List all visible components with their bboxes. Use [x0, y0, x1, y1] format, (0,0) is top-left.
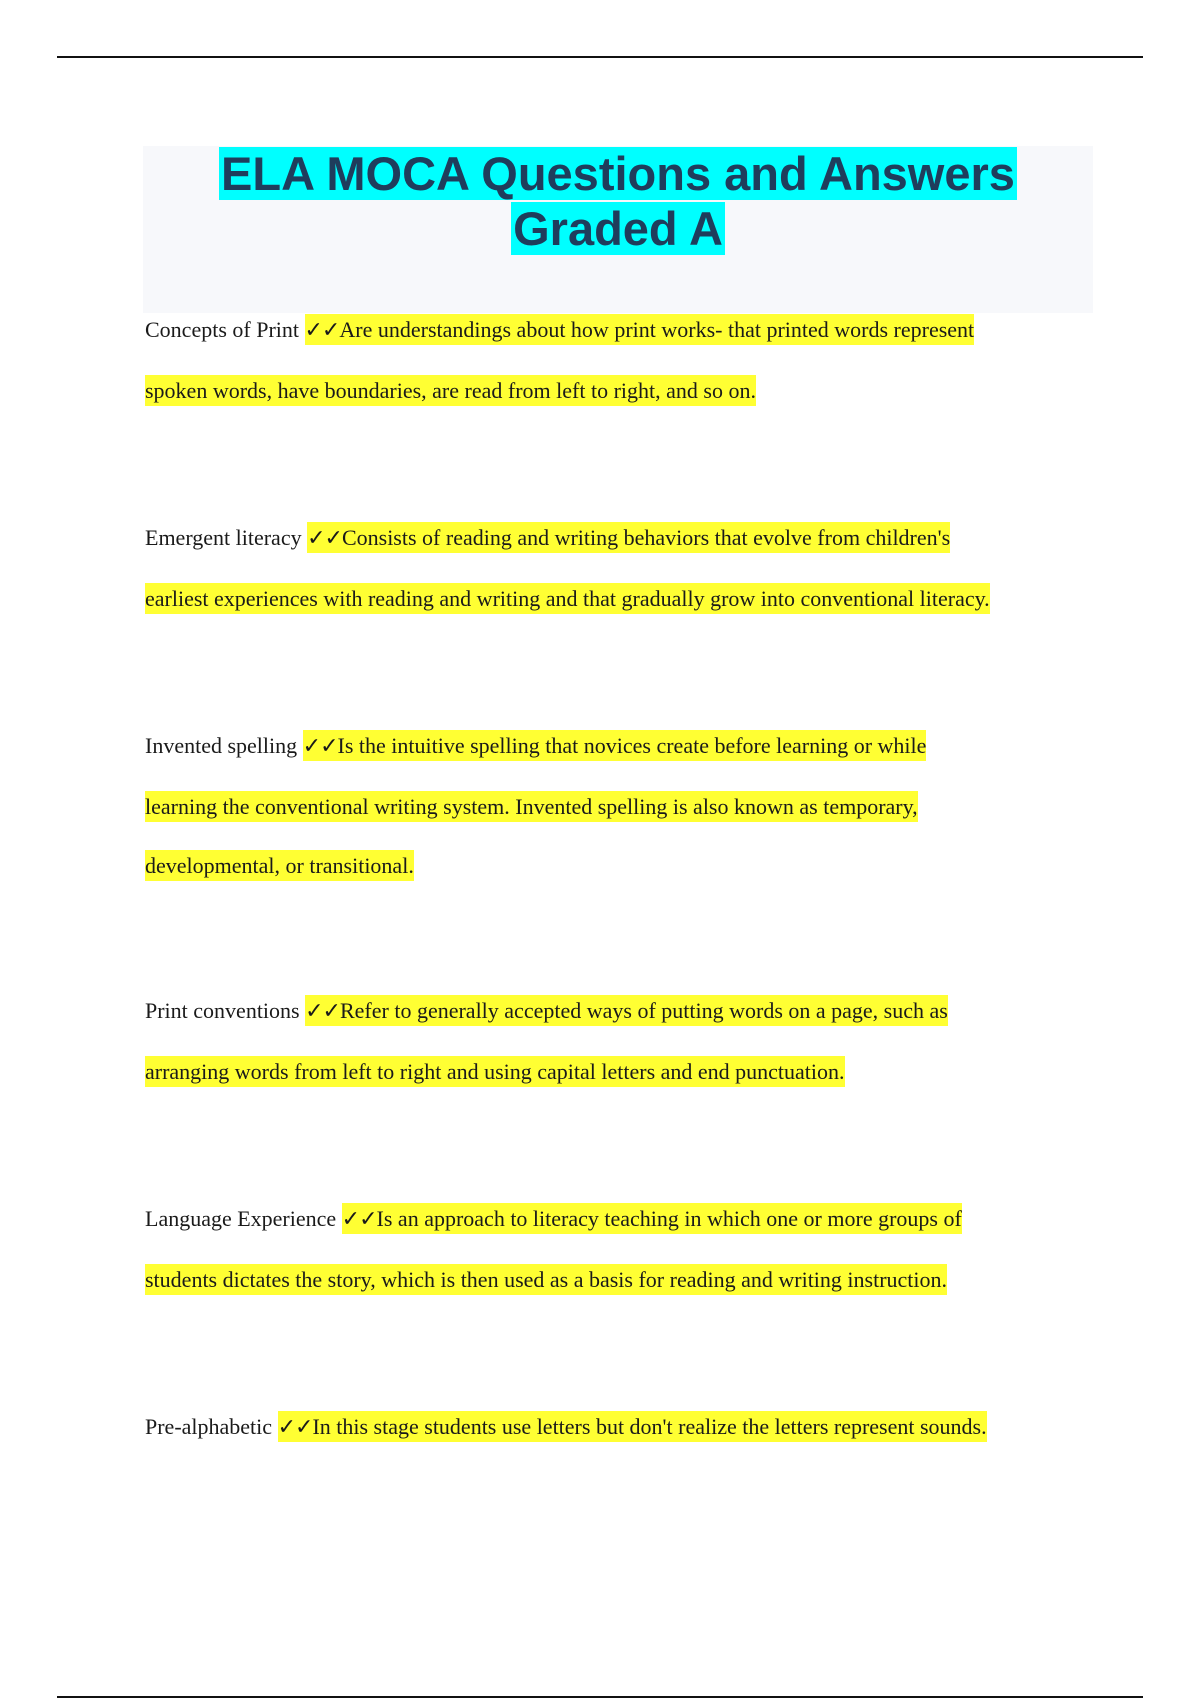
answer-highlight [342, 1203, 962, 1234]
answer-text: In this stage students use letters but don't realize the letters represent sounds. [312, 1414, 987, 1439]
answer-text: Refer to generally accepted ways of putting words on a page, such as [339, 998, 948, 1023]
answer-highlight [305, 314, 975, 345]
answer-text: Consists of reading and writing behaviors that evolve from children's [341, 525, 951, 550]
double-check-icon: ✓✓ [341, 1207, 377, 1232]
answer-text: earliest experiences with reading and writing and that gradually grow into conventional literacy. [145, 583, 990, 614]
double-check-icon: ✓✓ [277, 1415, 313, 1440]
qa-line [145, 980, 1095, 1041]
qa-line [145, 568, 1095, 629]
qa-line [145, 1041, 1095, 1102]
qa-line [145, 715, 1095, 776]
qa-line [145, 1249, 1095, 1310]
title-block [143, 146, 1093, 313]
double-check-icon: ✓✓ [307, 526, 342, 551]
answer-highlight [303, 730, 927, 761]
term: Pre-alphabetic [145, 1414, 273, 1439]
qa-entry [145, 980, 1095, 1102]
double-check-icon: ✓✓ [305, 999, 340, 1024]
answer-highlight [278, 1411, 987, 1442]
page-title-line-1: ELA MOCA Questions and Answers [221, 147, 1015, 200]
answer-text: Is the intuitive spelling that novices create before learning or while [337, 733, 927, 758]
term: Concepts of Print [145, 317, 299, 342]
qa-line [145, 299, 1095, 360]
answer-text: students dictates the story, which is then used as a basis for reading and writing instruction. [145, 1264, 947, 1295]
qa-line [145, 507, 1095, 568]
qa-line [145, 1188, 1095, 1249]
term: Invented spelling [145, 733, 298, 758]
qa-entry [145, 1188, 1095, 1310]
footer-rule [57, 1696, 1143, 1698]
qa-entry [145, 715, 1095, 894]
qa-line [145, 360, 1095, 421]
page-title-line-2: Graded A [513, 202, 723, 255]
answer-text: Are understandings about how print works- that printed words represent [339, 317, 975, 342]
qa-line [145, 1396, 1095, 1457]
header-rule [57, 56, 1143, 58]
double-check-icon: ✓✓ [304, 318, 340, 343]
answer-text: Is an approach to literacy teaching in which one or more groups of [376, 1206, 962, 1231]
term: Print conventions [145, 998, 300, 1023]
qa-entry [145, 299, 1095, 421]
answer-text: learning the conventional writing system. Invented spelling is also known as temporary, [145, 791, 918, 822]
qa-line [145, 837, 1095, 894]
answer-text: arranging words from left to right and using capital letters and end punctuation. [145, 1056, 845, 1087]
term: Emergent literacy [145, 525, 302, 550]
double-check-icon: ✓✓ [302, 734, 338, 759]
qa-line [145, 776, 1095, 837]
answer-highlight [307, 522, 950, 553]
qa-entry [145, 507, 1095, 629]
answer-highlight [305, 995, 948, 1026]
answer-text: developmental, or transitional. [145, 850, 414, 881]
term: Language Experience [145, 1206, 337, 1231]
qa-entry [145, 1396, 1095, 1457]
answer-text: spoken words, have boundaries, are read from left to right, and so on. [145, 375, 756, 406]
